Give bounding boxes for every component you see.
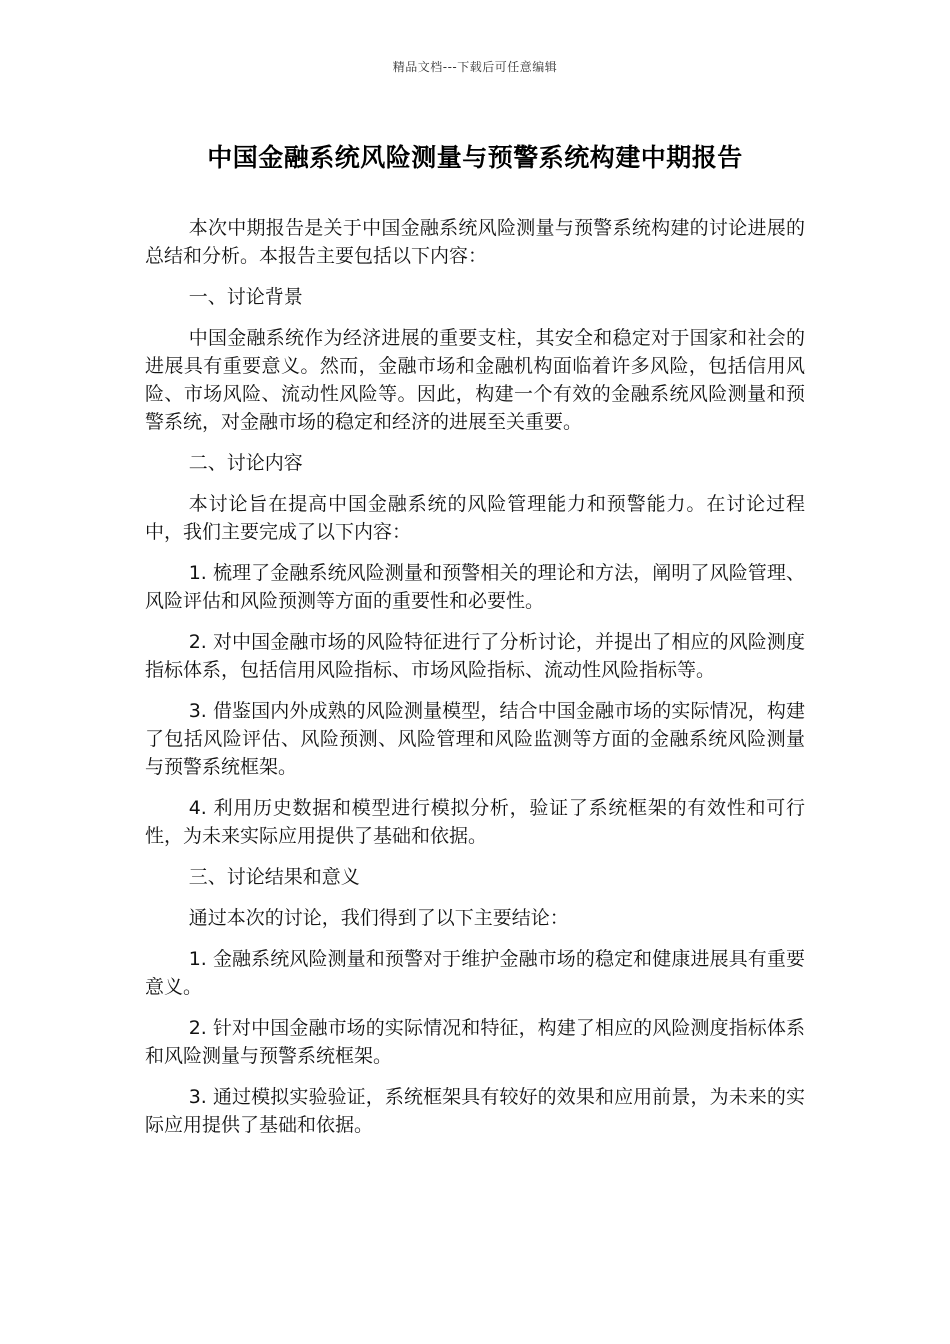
content-item-2: 2. 对中国金融市场的风险特征进行了分析讨论，并提出了相应的风险测度指标体系，包括信用风险指标、市场风险指标、流动性风险指标等。	[145, 631, 805, 681]
background-paragraph: 中国金融系统作为经济进展的重要支柱，其安全和稳定对于国家和社会的进展具有重要意义。然而，金融市场和金融机构面临着许多风险，包括信用风险、市场风险、流动性风险等。因此，构建一个有效的金融系统风险测量和预警系统，对金融市场的稳定和经济的进展至关重要。	[145, 327, 805, 433]
content-item-3: 3. 借鉴国内外成熟的风险测量模型，结合中国金融市场的实际情况，构建了包括风险评估、风险预测、风险管理和风险监测等方面的金融系统风险测量与预警系统框架。	[145, 700, 805, 778]
section-heading-results: 三、讨论结果和意义	[188, 866, 360, 888]
section-heading-content: 二、讨论内容	[188, 452, 303, 474]
result-item-1: 1. 金融系统风险测量和预警对于维护金融市场的稳定和健康进展具有重要意义。	[145, 948, 805, 998]
intro-paragraph: 本次中期报告是关于中国金融系统风险测量与预警系统构建的讨论进展的总结和分析。本报告主要包括以下内容：	[145, 217, 805, 267]
result-item-2: 2. 针对中国金融市场的实际情况和特征，构建了相应的风险测度指标体系和风险测量与预警系统框架。	[145, 1017, 805, 1067]
result-item-3: 3. 通过模拟实验验证，系统框架具有较好的效果和应用前景，为未来的实际应用提供了基础和依据。	[145, 1086, 805, 1136]
content-item-4: 4. 利用历史数据和模型进行模拟分析，验证了系统框架的有效性和可行性，为未来实际应用提供了基础和依据。	[145, 797, 805, 847]
document-title: 中国金融系统风险测量与预警系统构建中期报告	[207, 143, 743, 172]
content-intro-paragraph: 本讨论旨在提高中国金融系统的风险管理能力和预警能力。在讨论过程中，我们主要完成了以下内容：	[145, 493, 805, 543]
header-note: 精品文档---下载后可任意编辑	[392, 60, 558, 74]
document-body	[145, 214, 805, 1152]
results-intro-paragraph: 通过本次的讨论，我们得到了以下主要结论：	[188, 907, 569, 929]
content-item-1: 1. 梳理了金融系统风险测量和预警相关的理论和方法，阐明了风险管理、风险评估和风险预测等方面的重要性和必要性。	[145, 562, 805, 612]
section-heading-background: 一、讨论背景	[188, 286, 303, 308]
